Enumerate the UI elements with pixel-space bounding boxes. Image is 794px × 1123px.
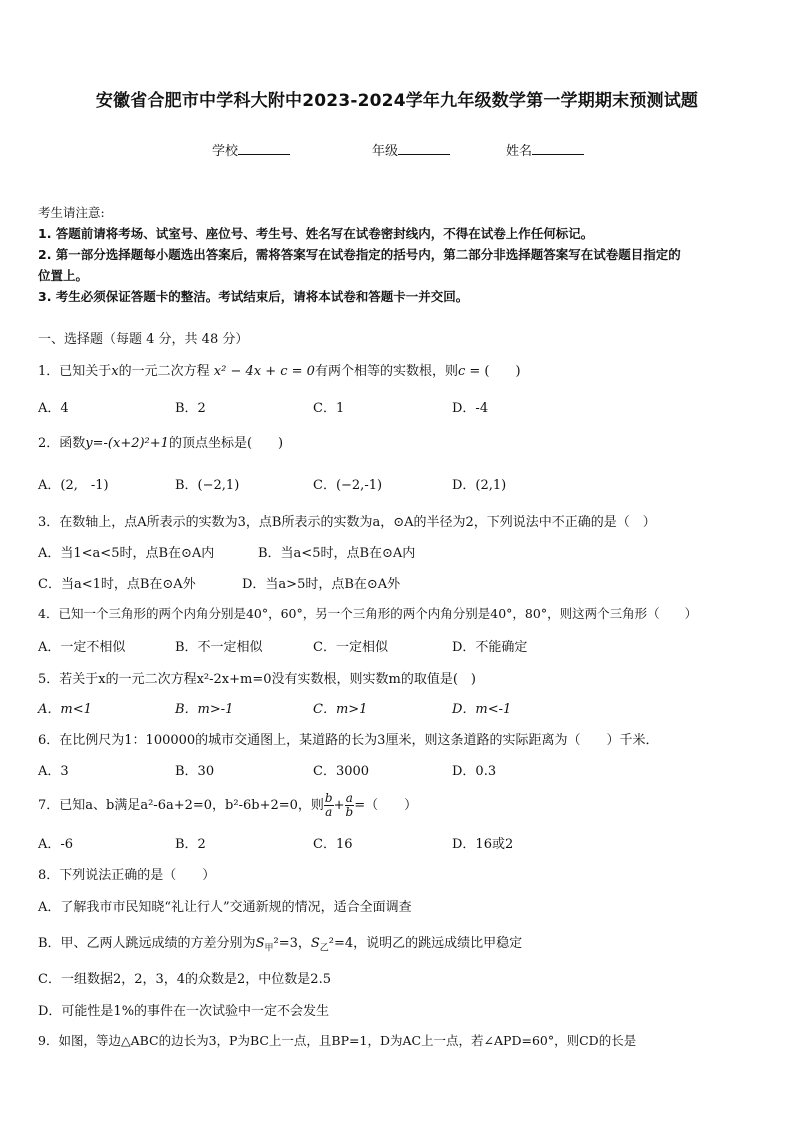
q3-option-a: A．当1<a<5时，点B在⊙A内 bbox=[38, 546, 215, 561]
q3-option-b: B．当a<5时，点B在⊙A内 bbox=[258, 546, 416, 561]
question-6: 6．在比例尺为1：100000的城市交通图上，某道路的长为3厘米，则这条道路的实际距离为（ ）千米． bbox=[38, 733, 659, 748]
q6-option-b: B．30 bbox=[175, 764, 215, 779]
grade-blank bbox=[398, 142, 450, 155]
q2-option-a: A．(2, ‐1) bbox=[38, 478, 109, 493]
school-label: 学校 bbox=[212, 144, 239, 159]
question-9: 9．如图，等边△ABC的边长为3，P为BC上一点，且BP=1，D为AC上一点，若∠APD=60°，则CD的长是 bbox=[38, 1033, 637, 1048]
q8-option-c: C．一组数据2，2，3，4的众数是2，中位数是2.5 bbox=[38, 972, 331, 987]
q5-option-a: A．m<1 bbox=[38, 702, 92, 717]
notice-item-2-cont: 位置上。 bbox=[38, 268, 89, 283]
q1-option-a: A．4 bbox=[38, 401, 69, 416]
q4-option-b: B．不一定相似 bbox=[175, 640, 263, 655]
q8-option-d: D．可能性是1%的事件在一次试验中一定不会发生 bbox=[38, 1004, 330, 1019]
q1-text-pre: 1．已知关于 bbox=[38, 364, 112, 379]
q2-option-d: D．(2,1) bbox=[452, 478, 507, 493]
grade-field bbox=[372, 140, 450, 159]
q8-option-b bbox=[38, 932, 522, 954]
q7-option-a: A．‐6 bbox=[38, 837, 74, 852]
q1-c: c bbox=[457, 364, 466, 379]
question-8: 8．下列说法正确的是（ ） bbox=[38, 868, 216, 883]
q6-option-a: A．3 bbox=[38, 764, 69, 779]
q1-text-mid: 的一元二次方程 bbox=[118, 364, 214, 379]
q7-option-d: D．16或2 bbox=[452, 837, 514, 852]
q1-var: x bbox=[111, 364, 119, 379]
q7-frac2-denominator: b bbox=[345, 805, 354, 819]
q8-b-sub-jia: 甲 bbox=[264, 943, 274, 954]
q8-b-s-yi: S bbox=[310, 936, 320, 951]
name-blank bbox=[532, 142, 584, 155]
question-3: 3．在数轴上，点A所表示的实数为3，点B所表示的实数为a，⊙A的半径为2，下列说法中不正确的是（ ） bbox=[38, 515, 656, 530]
page-title: 安徽省合肥市中学科大附中2023-2024学年九年级数学第一学期期末预测试题 bbox=[95, 91, 699, 111]
q1-option-d: D．‐4 bbox=[452, 401, 489, 416]
q1-text-post: 有两个相等的实数根，则 bbox=[314, 364, 458, 379]
q2-equation: y=‐(x+2)²+1 bbox=[85, 436, 169, 451]
q7-frac2-numerator: a bbox=[345, 791, 353, 805]
q7-option-b: B．2 bbox=[175, 837, 206, 852]
school-blank bbox=[238, 142, 290, 155]
question-4: 4．已知一个三角形的两个内角分别是40°，60°，另一个三角形的两个内角分别是40°，80°，则这两个三角形（ ） bbox=[38, 606, 698, 621]
q2-text-post: 的顶点坐标是( ) bbox=[168, 436, 284, 451]
school-field bbox=[212, 140, 290, 159]
q7-fraction-2 bbox=[345, 792, 355, 819]
q7-option-c: C．16 bbox=[313, 837, 353, 852]
grade-label: 年级 bbox=[372, 144, 399, 159]
q5-option-d: D．m<‐1 bbox=[452, 702, 512, 717]
q8-b-mid: ²=3， bbox=[273, 936, 311, 951]
q7-text-pre: 7．已知a、b满足a²‐6a+2=0，b²‐6b+2=0，则 bbox=[38, 798, 324, 813]
question-5: 5．若关于x的一元二次方程x²‐2x+m=0没有实数根，则实数m的取值是( ) bbox=[38, 672, 476, 687]
q1-end: = ( ) bbox=[465, 364, 521, 379]
notice-item-2: 2. 第一部分选择题每小题选出答案后，需将答案写在试卷指定的括号内，第二部分非选择题答案写在试卷题目指定的 bbox=[38, 247, 681, 262]
q8-b-post: ²=4，说明乙的跳远成绩比甲稳定 bbox=[328, 936, 523, 951]
notice-heading: 考生请注意: bbox=[38, 205, 105, 220]
q5-option-b: B．m>‐1 bbox=[175, 702, 234, 717]
notice-item-3: 3. 考生必须保证答题卡的整洁。考试结束后，请将本试卷和答题卡一并交回。 bbox=[38, 289, 469, 304]
q1-equation: x² − 4x + c = 0 bbox=[213, 364, 315, 379]
q1-option-b: B．2 bbox=[175, 401, 206, 416]
q6-option-c: C．3000 bbox=[313, 764, 370, 779]
question-7 bbox=[38, 792, 417, 819]
q7-fraction-1 bbox=[324, 792, 334, 819]
q2-option-b: B．(−2,1) bbox=[175, 478, 240, 493]
question-1 bbox=[38, 360, 521, 379]
q4-option-d: D．不能确定 bbox=[452, 640, 528, 655]
q7-plus: + bbox=[333, 798, 345, 813]
q6-option-d: D．0.3 bbox=[452, 764, 497, 779]
q2-text-pre: 2．函数 bbox=[38, 436, 86, 451]
q3-option-d: D．当a>5时，点B在⊙A外 bbox=[242, 577, 401, 592]
question-2 bbox=[38, 432, 283, 451]
q3-option-c: C．当a<1时，点B在⊙A外 bbox=[38, 577, 196, 592]
q8-option-a: A．了解我市市民知晓“礼让行人”交通新规的情况，适合全面调查 bbox=[38, 900, 412, 915]
q2-option-c: C．(−2,‐1) bbox=[313, 478, 383, 493]
q4-option-c: C．一定相似 bbox=[313, 640, 388, 655]
q8-b-pre: B．甲、乙两人跳远成绩的方差分别为 bbox=[38, 936, 256, 951]
q1-option-c: C．1 bbox=[313, 401, 345, 416]
q7-end: =（ ） bbox=[354, 798, 418, 813]
section-heading: 一、选择题（每题 4 分，共 48 分） bbox=[38, 332, 249, 347]
q5-option-c: C．m>1 bbox=[313, 702, 368, 717]
q8-b-s-jia: S bbox=[255, 936, 265, 951]
q4-option-a: A．一定不相似 bbox=[38, 640, 126, 655]
notice-item-1: 1. 答题前请将考场、试室号、座位号、考生号、姓名写在试卷密封线内，不得在试卷上作任何标记。 bbox=[38, 226, 594, 241]
q7-frac1-denominator: a bbox=[325, 805, 333, 819]
name-field bbox=[506, 140, 584, 159]
q8-b-sub-yi: 乙 bbox=[319, 943, 329, 954]
q7-frac1-numerator: b bbox=[324, 791, 333, 805]
name-label: 姓名 bbox=[506, 144, 533, 159]
